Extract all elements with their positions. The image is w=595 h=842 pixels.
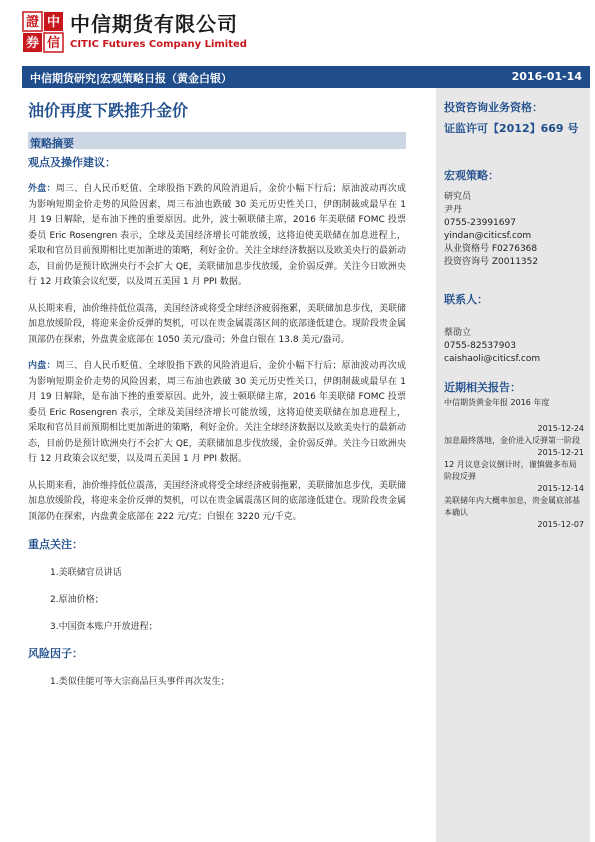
contact-block [444,292,584,366]
report-date: 2015-12-07 [537,520,584,529]
report-title[interactable]: 中信期货黄金年报 2016 年度 [444,398,550,407]
risk-item: 1.类似佳能可等大宗商品巨头事件再次发生； [50,677,230,687]
paragraph-text: 周三、自人民币贬值、全球股指下跌的风险消退后，金价小幅下行后；原油波动再次成为影响短期金价走势的风险因素，周三布油也跌破 30 美元历史性关口，伊朗制裁或最早在 1 月 19 日解除，是布油下挫的重要原因。此外，波士顿联储主席，2016 年美联储 FOMC 投票委员 Eric Rosengren 表示，全球及美国经济增长可能放缓，这将迫使美联储在加息进程上，采取和官员目前预期相比更加渐进的策略，利好金价。关注全球经济数据以及欧美央行的最新动态，目前仍是预计欧洲央行不会扩大 QE，美联储加息步伐放缓，金价弱反弹。关注今日欧洲央行 12 月政策会议纪要，以及周五美国 1 月 PPI 数据。 [28,184,407,287]
report-banner [22,66,590,88]
svg-text:證: 證 [25,15,40,30]
section-title: 策略摘要 [30,137,74,150]
company-name [70,12,247,52]
report-date: 2016-01-14 [511,70,582,83]
paragraph-domestic-longterm: 从长期来看，油价维持低位震荡，美国经济或将受全球经济疲弱拖累，美联储加息步伐，美联储加息放缓阶段，将迎来金价反弹的契机，可以在贵金属震荡区间的底部逢低建仓。现阶段贵金属顶部仍在探索，内盘黄金底部在 222 元/克；白银在 3220 元/千克。 [28,480,407,522]
contact-email[interactable]: caishaoli@citicsf.com [444,354,541,364]
focus-heading: 重点关注： [28,538,83,551]
contact-heading: 联系人： [444,293,488,306]
analyst-email[interactable]: yindan@citicsf.com [444,231,532,241]
contact-phone: 0755-82537903 [444,341,516,351]
section-bar [28,132,406,149]
report-title[interactable]: 12 月议息会议倒计时，谨慎做多布局阶段反弹 [444,460,577,481]
report-title[interactable]: 加息最终落地，金价进入反弹第一阶段 [444,436,580,445]
main-content [28,100,406,689]
report-date: 2015-12-24 [537,424,584,433]
paragraph-text: 周三、自人民币贬值、全球股指下跌的风险消退后，金价小幅下行后；原油波动再次成为影响短期金价走势的风险因素，周三布油也跌破 30 美元历史性关口，伊朗制裁或最早在 1 月 19 日解除，是布油下挫的重要原因。此外，波士顿联储主席，2016 年美联储 FOMC 投票委员 Eric Rosengren 表示，全球及美国经济增长可能放缓，这将迫使美联储在加息进程上，采取和官员目前预期相比更加渐进的策略，利好金价。关注全球经济数据以及欧美央行的最新动态，目前仍是预计欧洲央行不会扩大 QE，美联储加息步伐放缓，金价弱反弹。关注今日欧洲央行 12 月政策会议纪要，以及周五美国 1 月 PPI 数据。 [28,361,407,464]
paragraph-label: 外盘： [28,184,56,194]
citic-logo [22,11,64,53]
banner-title: 中信期货研究|宏观策略日报（黄金白银） [30,72,233,85]
focus-item: 1.美联储官员讲话 [50,568,122,578]
analyst-name: 尹丹 [444,205,463,215]
focus-item: 2.原油价格； [50,595,104,605]
macro-heading: 宏观策略： [444,169,499,182]
report-date: 2015-12-21 [537,448,584,457]
svg-text:信: 信 [46,36,61,51]
paragraph-overseas [28,182,406,291]
report-title[interactable]: 美联储年内大概率加息，贵金属底部基本确认 [444,496,580,517]
analyst-phone: 0755-23991697 [444,218,516,228]
views-heading: 观点及操作建议： [28,156,116,169]
paragraph-label: 内盘： [28,361,56,371]
paragraph-domestic [28,359,406,468]
license-heading: 投资咨询业务资格： [444,101,543,114]
license-number: 证监许可【2012】669 号 [444,122,579,135]
paragraph-overseas-longterm: 从长期来看，油价维持低位震荡，美国经济或将受全球经济疲弱拖累，美联储加息步伐，美联储加息放缓阶段，将迎来金价反弹的契机，可以在贵金属震荡区间的底部逢低建仓。现阶段贵金属顶部仍在探索，外盘黄金底部在 1050 美元/盎司；外盘白银在 13.8 美元/盎司。 [28,303,407,345]
analyst-role: 研究员 [444,192,472,202]
analyst-advisory-license: 投资咨询号 Z0011352 [444,257,539,267]
reports-heading: 近期相关报告： [444,381,521,394]
svg-text:中: 中 [46,15,61,30]
contact-name: 蔡劭立 [444,328,472,338]
svg-text:券: 券 [25,36,40,51]
focus-item: 3.中国资本账户开放进程； [50,622,158,632]
page-title: 油价再度下跌推升金价 [28,101,189,120]
report-date: 2015-12-14 [537,484,584,493]
related-reports-block [444,380,584,531]
license-block [444,100,584,136]
company-name-en: CITIC Futures Company Limited [70,39,247,50]
company-name-cn: 中信期货有限公司 [70,12,238,36]
analyst-license: 从业资格号 F0276368 [444,244,538,254]
macro-analyst-block [444,168,584,269]
risk-heading: 风险因子： [28,647,83,660]
